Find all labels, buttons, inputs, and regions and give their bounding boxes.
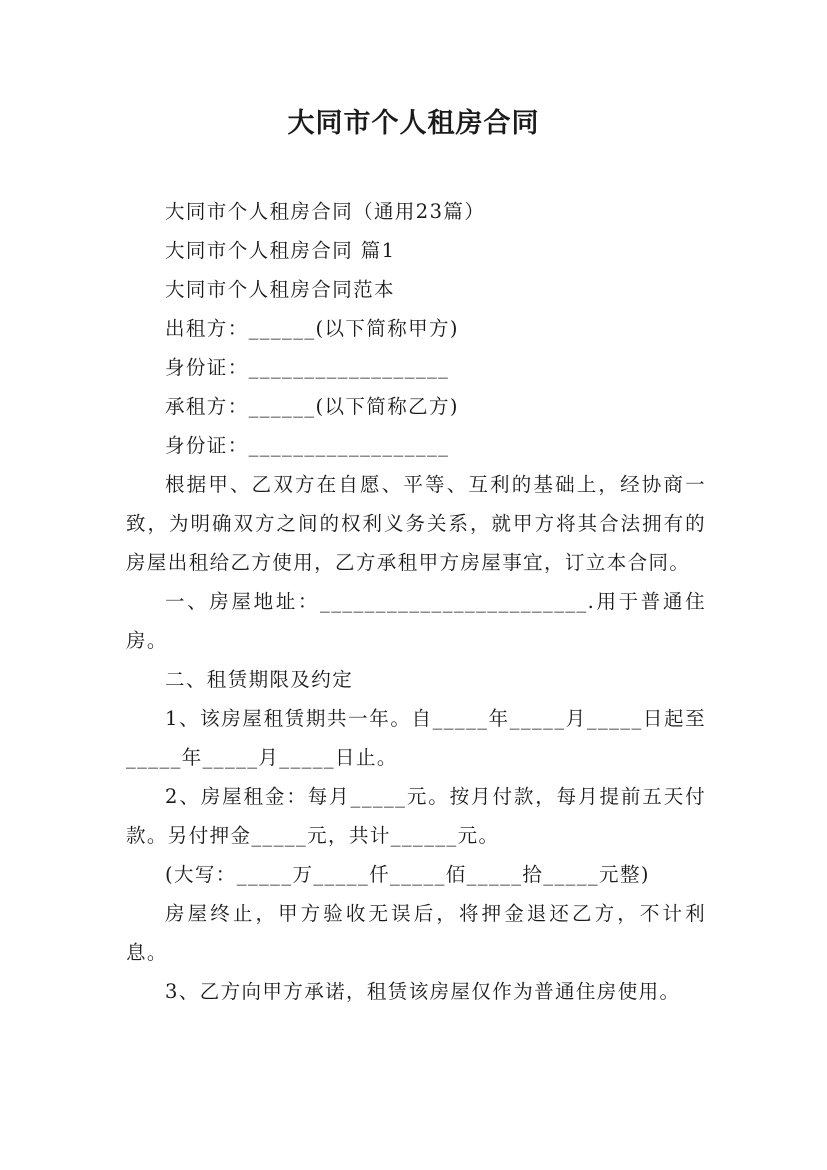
paragraph-preamble: 根据甲、乙双方在自愿、平等、互利的基础上，经协商一致，为明确双方之间的权利义务关系，就甲方将其合法拥有的房屋出租给乙方使用，乙方承租甲方房屋事宜，订立本合同。	[126, 473, 706, 574]
document-title: 大同市个人租房合同	[287, 108, 540, 139]
paragraph-clause-1-address: 一、房屋地址：________________________.用于普通住房。	[126, 590, 706, 652]
paragraph-subtitle: 大同市个人租房合同（通用23篇）	[165, 200, 486, 223]
paragraph-clause-2-heading: 二、租赁期限及约定	[165, 668, 354, 691]
paragraph-lessee-id: 身份证：__________________	[165, 434, 450, 457]
paragraph-lessor-id: 身份证：__________________	[165, 356, 450, 379]
paragraph-amount-in-words: (大写：_____万_____仟_____佰_____拾_____元整)	[165, 863, 650, 886]
paragraph-usage-promise: 3、乙方向甲方承诺，租赁该房屋仅作为普通住房使用。	[165, 980, 681, 1003]
paragraph-lessor: 出租方：______(以下简称甲方)	[165, 317, 459, 340]
document-body	[126, 192, 706, 1011]
paragraph-lessee: 承租方：______(以下简称乙方)	[165, 395, 459, 418]
paragraph-template-heading: 大同市个人租房合同范本	[165, 278, 395, 301]
paragraph-term: 1、该房屋租赁期共一年。自_____年_____月_____日起至_____年_____月_____日止。	[126, 707, 706, 769]
paragraph-chapter-heading: 大同市个人租房合同 篇1	[165, 239, 396, 262]
paragraph-deposit-return: 房屋终止，甲方验收无误后，将押金退还乙方，不计利息。	[126, 902, 706, 964]
paragraph-rent: 2、房屋租金：每月_____元。按月付款，每月提前五天付款。另付押金_____元，共计______元。	[126, 785, 706, 847]
